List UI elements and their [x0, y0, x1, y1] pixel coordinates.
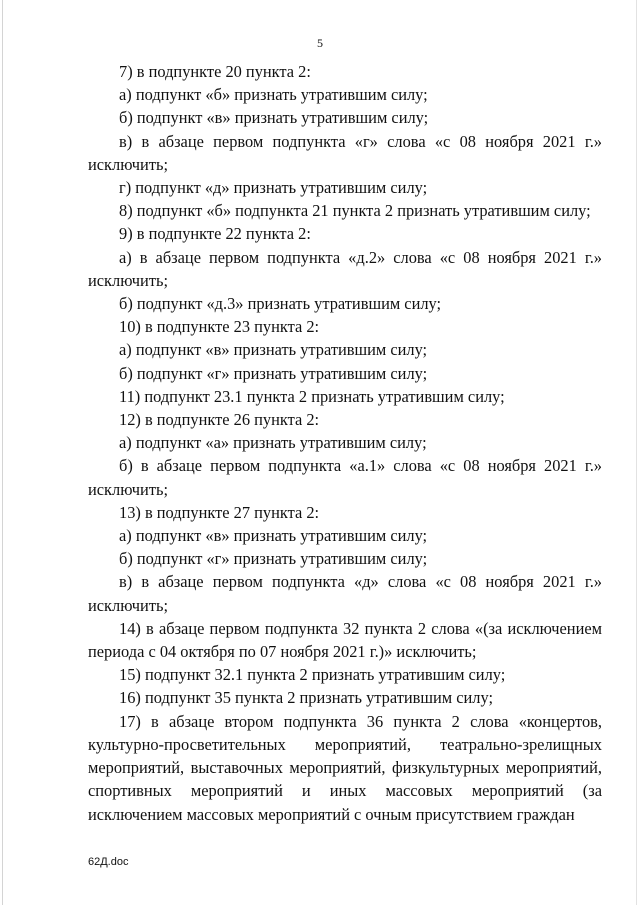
paragraph: г) подпункт «д» признать утратившим силу; [119, 178, 428, 198]
paragraph: а) подпункт «в» признать утратившим силу; [119, 340, 428, 360]
paragraph: в) в абзаце первом подпункта «д» слова «с 08 ноября 2021 г.» исключить; [88, 572, 602, 615]
paragraph: 12) в подпункте 26 пункта 2: [119, 410, 320, 430]
paragraph: б) подпункт «в» признать утратившим силу; [119, 108, 429, 128]
paragraph: 7) в подпункте 20 пункта 2: [119, 62, 311, 81]
paragraph: в) в абзаце первом подпункта «г» слова «с 08 ноября 2021 г.» исключить; [88, 131, 602, 174]
paragraph: а) подпункт «б» признать утратившим силу; [119, 85, 428, 105]
scan-edge-right [636, 0, 637, 905]
paragraph: 16) подпункт 35 пункта 2 признать утратившим силу; [119, 688, 493, 708]
paragraph: б) подпункт «г» признать утратившим силу; [119, 549, 428, 569]
paragraph: а) подпункт «в» признать утратившим силу; [119, 526, 428, 546]
paragraph: а) в абзаце первом подпункта «д.2» слова «с 08 ноября 2021 г.» исключить; [88, 247, 602, 290]
page-number: 5 [317, 36, 323, 50]
paragraph: б) в абзаце первом подпункта «а.1» слова «с 08 ноября 2021 г.» исключить; [88, 456, 602, 499]
paragraph: 13) в подпункте 27 пункта 2: [119, 502, 320, 522]
paragraph: а) подпункт «а» признать утратившим силу; [119, 433, 427, 453]
paragraph: 9) в подпункте 22 пункта 2: [119, 224, 311, 244]
paragraph: 10) в подпункте 23 пункта 2: [119, 317, 320, 337]
paragraph: 17) в абзаце втором подпункта 36 пункта 2 слова «концертов, культурно-просветительных мероприятий, театрально-зрелищных мероприятий, выставочных мероприятий, физкультурных мероприятий, спортивных мероприятий и иных массовых мероприятий (за исключением массовых мероприятий с очным присутствием граждан [88, 711, 602, 824]
paragraph: 14) в абзаце первом подпункта 32 пункта 2 слова «(за исключением периода с 04 октября по 07 ноября 2021 г.)» исключить; [88, 618, 602, 662]
paragraph: б) подпункт «д.3» признать утратившим силу; [119, 294, 442, 314]
paragraph: б) подпункт «г» признать утратившим силу; [119, 363, 428, 383]
footer-filename: 62Д.doc [88, 856, 129, 868]
paragraph: 8) подпункт «б» подпункта 21 пункта 2 признать утратившим силу; [119, 201, 591, 221]
paragraph: 11) подпункт 23.1 пункта 2 признать утратившим силу; [119, 386, 505, 406]
scan-edge-left [2, 0, 3, 905]
document-body [88, 60, 602, 826]
paragraph: 15) подпункт 32.1 пункта 2 признать утратившим силу; [119, 665, 506, 685]
